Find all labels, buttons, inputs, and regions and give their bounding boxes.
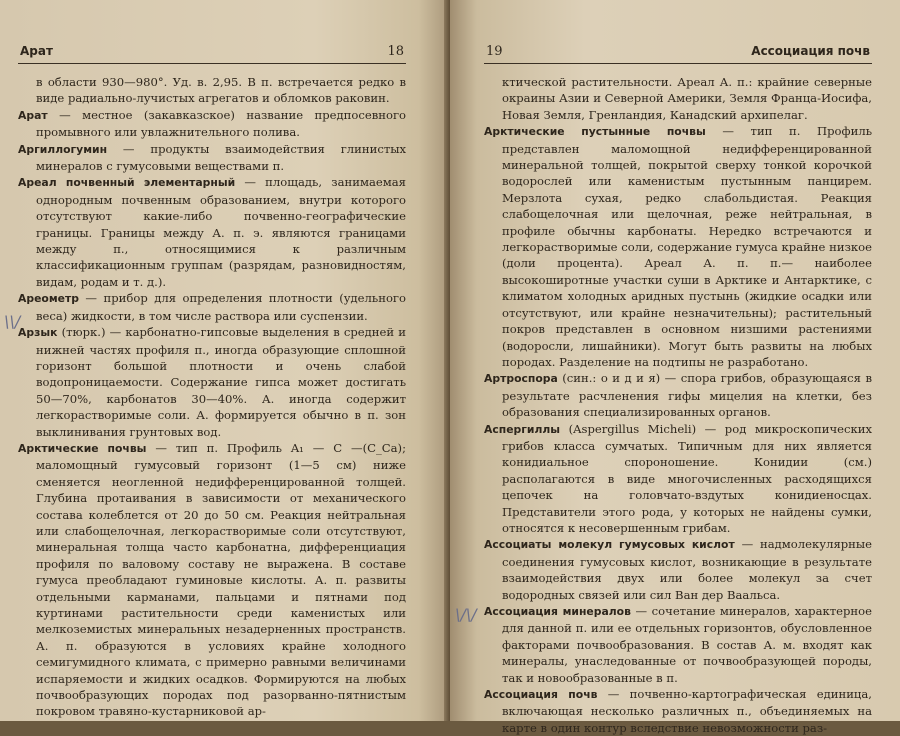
dictionary-entry: Арктические пустынные почвы — тип п. Профиль представлен маломощной недифференцированной минеральной толщей, покрытой сверху тонкой корочкой водорослей или каменистым пустынным панцирем. Мерзлота сухая, редко слабольдистая. Реакция слабощелочная или щелочная, реже нейтральная, в профиле обычны карбонаты. Нередко встречаются и легкорастворимые соли, содержание гумуса крайне низкое (доли процента). Ареал А. п. п.— наиболее высокоширотные участки суши в Арктике и Антарктике, с климатом холодных аридных пустынь (жидкие осадки или отсутствуют, или крайне незначительны); растительный покров представлен в основном низшими растениями (водоросли, лишайники). Могут быть развиты на любых породах. Разделение на подтипы не разработано. (484, 124, 873, 369)
dictionary-entry: Артроспора (син.: о и д и я) — спора грибов, образующаяся в результате расчленения гифы мицелия на клетки, без образования специализированных органов. (484, 371, 872, 420)
left-running-header (18, 44, 406, 64)
left-page-text (18, 74, 430, 720)
dictionary-entry: Ареометр — прибор для определения плотности (удельного веса) жидкости, в том числе раствора или суспензии. (18, 291, 406, 323)
entry-term: Арзык (18, 326, 58, 340)
entry-term: Ассоциация почв (484, 688, 598, 702)
entry-term: Ассоциаты молекул гумусовых кислот (484, 538, 735, 552)
entry-term: Арктические пустынные почвы (484, 125, 706, 139)
right-header-title: Ассоциация почв (751, 44, 870, 58)
entry-term: Арктические почвы (18, 441, 147, 455)
dictionary-entry: Ассоциаты молекул гумусовых кислот — надмолекулярные соединения гумусовых кислот, возникающие в результате взаимодействия двух или более молекул за счет водородных связей или сил Ван дер Ваальса. (484, 537, 872, 602)
dictionary-entry: Ассоциация почв — почвенно-картографическая единица, включающая несколько различных п., объединяемых на карте в один контур вследствие невозможности раз- (484, 687, 872, 735)
left-page-number: 18 (387, 44, 404, 59)
entry-term: Ареометр (18, 292, 79, 306)
pencil-margin-mark-right: \/\/ (455, 605, 477, 624)
entry-term: Ареал почвенный элементарный (18, 176, 236, 190)
entry-term: Арат (18, 108, 48, 122)
right-running-header (484, 44, 872, 64)
left-page (0, 0, 450, 721)
entry-continuation: ктической растительности. Ареал А. п.: крайние северные окраины Азии и Северной Америки, Земля Франца-Иосифа, Новая Земля, Гренландия, Канадский архипелаг. (502, 75, 872, 122)
dictionary-entry: Арктические почвы — тип п. Профиль A₁ — C —(C_Ca); маломощный гумусовый горизонт (1—5 см) ниже сменяется неогленной недифференцированной толщей. Глубина протаивания в зависимости от механического состава колеблется от 20 до 50 см. Реакция нейтральная или слабощелочная, легкорастворимые соли отсутствуют, минеральная толща часто карбонатна, дифференциация профиля по валовому составу не выражена. В составе гумуса преобладают гуминовые кислоты. А. п. развиты отдельными карманами, пальцами и пятнами под куртинами растительности среди каменистых или мелкоземистых минеральных незадерненных пространств. А. п. образуются в условиях крайне холодного семигумидного климата, с примерно равными величинами испаряемости и жидких осадков. Формируются на любых почвообразующих породах под разорванно-пятнистым покровом травяно-кустарниковой ар- (18, 440, 406, 719)
pencil-margin-mark-left: \\/ (4, 312, 21, 331)
dictionary-entry: Ареал почвенный элементарный — площадь, занимаемая однородным почвенным образованием, внутри которого отсутствуют какие-либо почвенно-географические границы. Границы между А. п. э. являются границами между п., относящимися к различным классификационным группам (разрядам, разновидностям, видам, родам и т. д.). (18, 175, 406, 289)
entry-term: Аспергиллы (484, 422, 561, 436)
dictionary-entry: Аргиллогумин — продукты взаимодействия глинистых минералов с гумусовыми веществами п. (18, 141, 406, 174)
right-page (450, 0, 900, 735)
entry-continuation: в области 930—980°. Уд. в. 2,95. В п. встречается редко в виде радиально-лучистых агрегатов и обломков раковин. (36, 75, 406, 106)
dictionary-entry: Аспергиллы (Aspergillus Micheli) — род микроскопических грибов класса сумчатых. Типичным для них является конидиальное спороношение. Конидии (см.) располагаются в виде многочисленных расходящихся цепочек на головчато-вздутых конидиеносцах. Представители этого рода, у которых не найдены сумки, относятся к несовершенным грибам. (484, 421, 872, 535)
dictionary-entry: Арат — местное (закавказское) название предпосевного промывного или увлажнительного полива. (18, 107, 406, 140)
right-page-text (484, 74, 872, 736)
left-header-title: Арат (20, 44, 53, 58)
entry-term: Артроспора (484, 372, 558, 386)
entry-term: Аргиллогумин (18, 142, 108, 156)
entry-term: Ассоциация минералов (484, 605, 631, 618)
right-page-number: 19 (486, 44, 503, 59)
dictionary-entry: Арзык (тюрк.) — карбонатно-гипсовые выделения в средней и нижней частях профиля п., иногда образующие сплошной горизонт большой плотности и очень слабой водопроницаемости. Содержание гипса может достигать 50—70%, карбонатов 30—40%. А. иногда содержит легкорастворимые соли. А. формируется обычно в п. зон выклинивания грунтовых вод. (18, 325, 406, 439)
dictionary-entry: Ассоциация минералов — сочетание минералов, характерное для данной п. или ее отдельных горизонтов, обусловленное факторами почвообразования. В состав А. м. входят как минералы, унаследованные от почвообразующей породы, так и новообразованные в п. (484, 604, 872, 685)
